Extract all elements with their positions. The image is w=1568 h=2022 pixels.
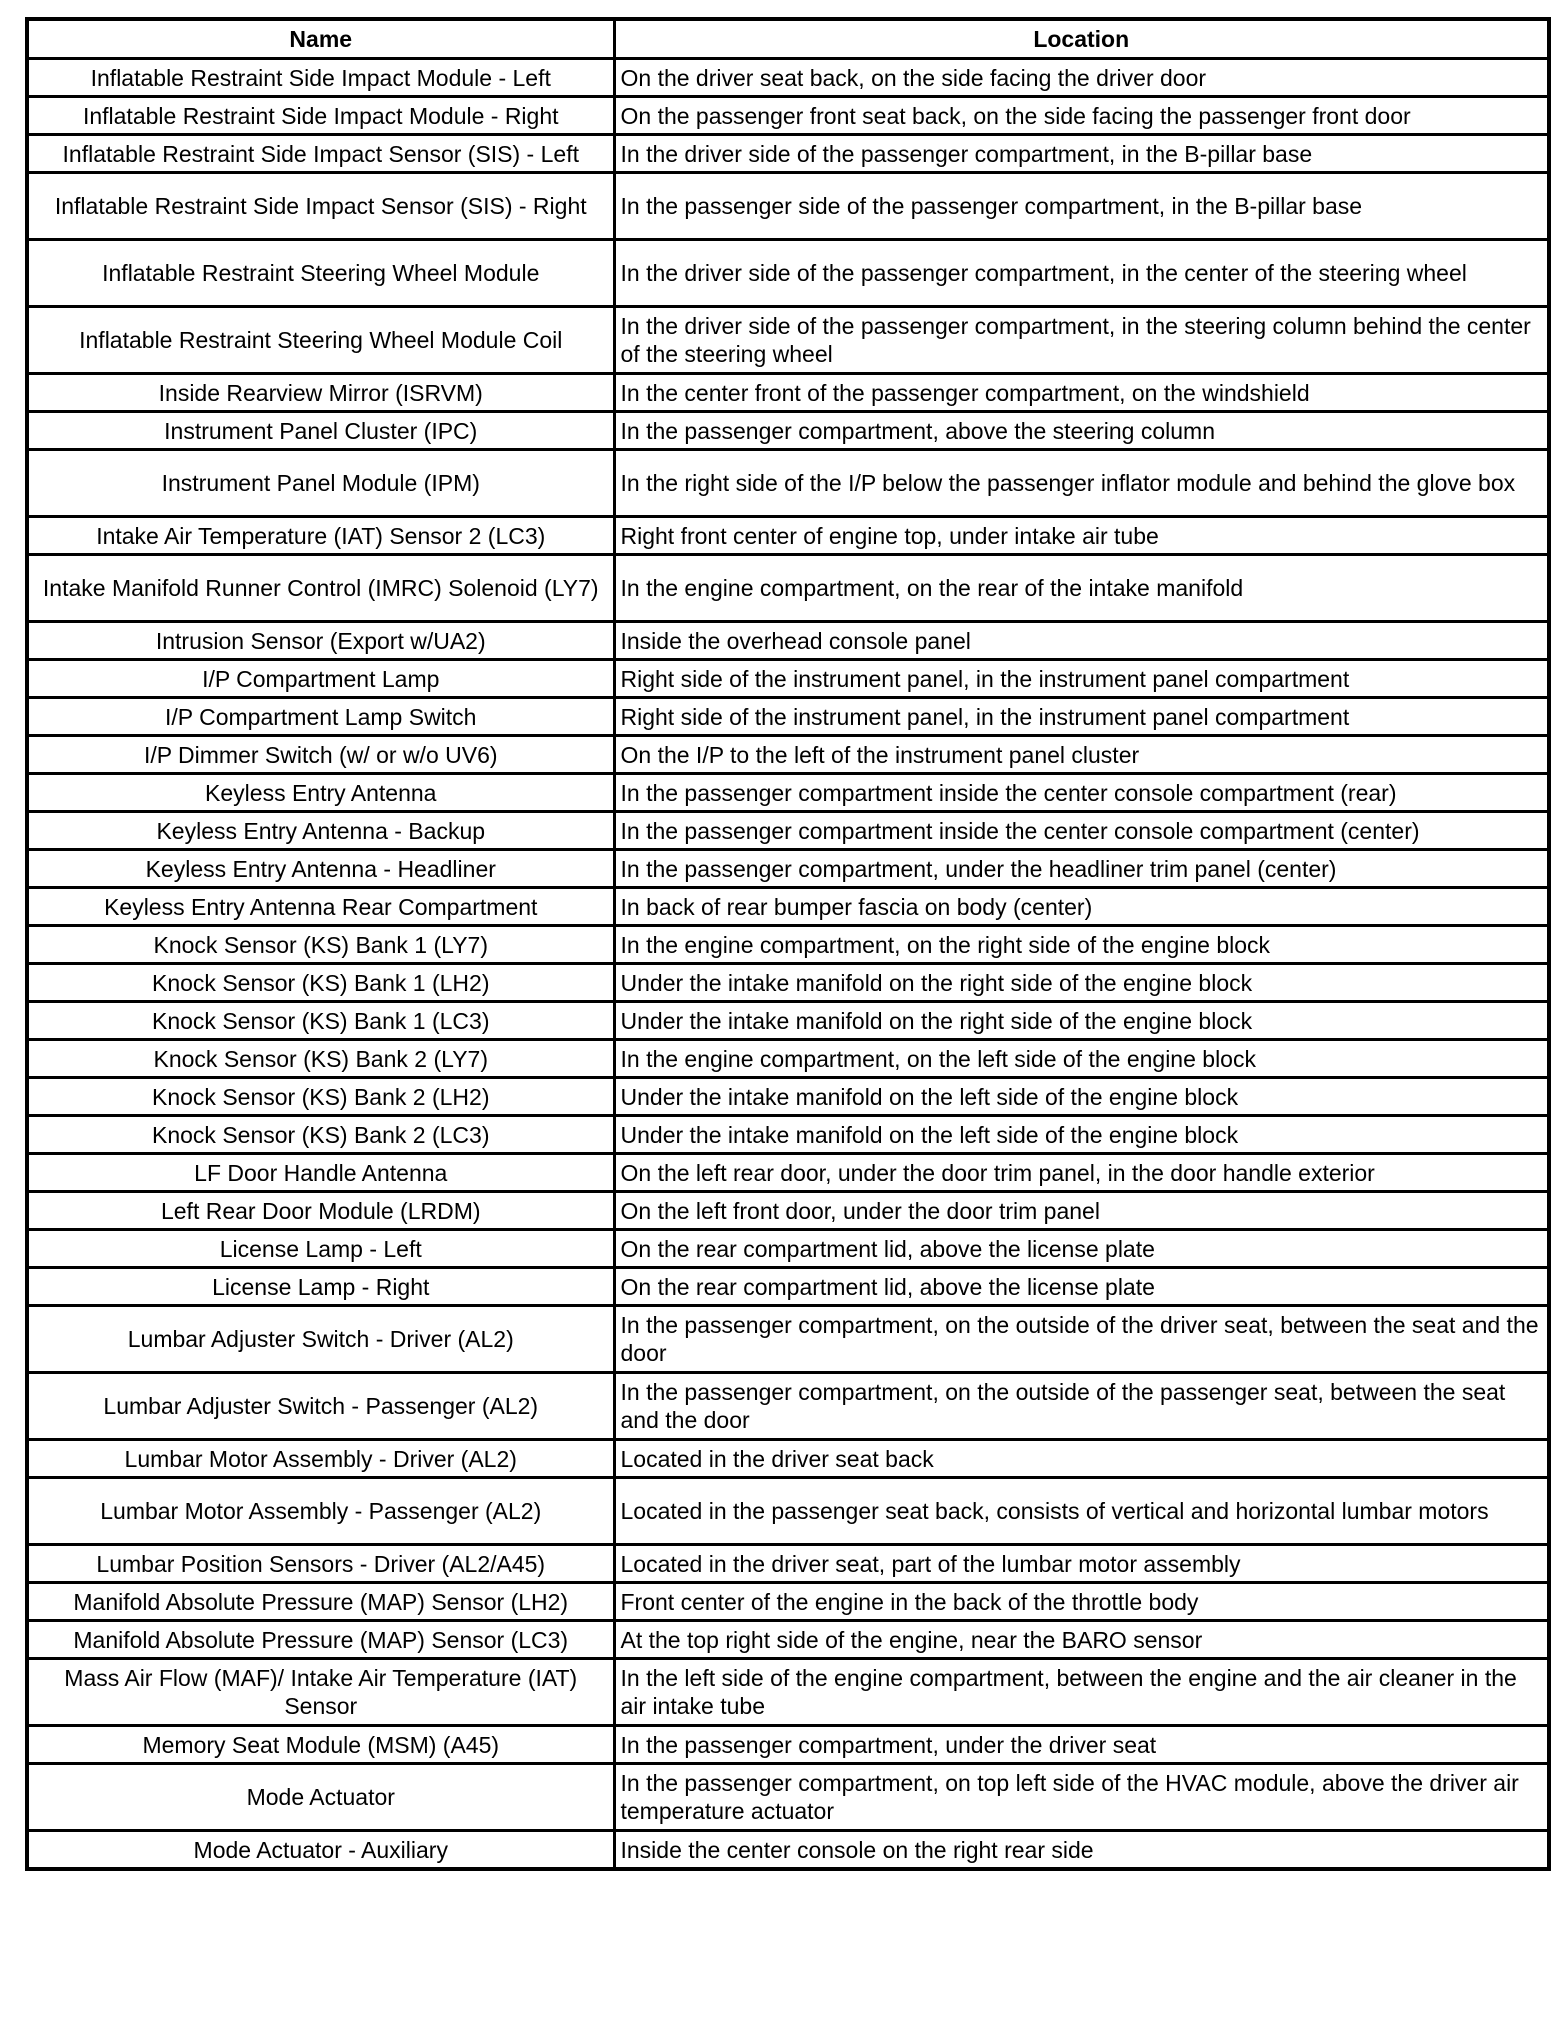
component-name-cell: I/P Compartment Lamp xyxy=(27,660,614,698)
component-name-cell: Lumbar Adjuster Switch - Passenger (AL2) xyxy=(27,1373,614,1440)
component-name-cell: Inflatable Restraint Steering Wheel Module xyxy=(27,240,614,307)
component-name-cell: Lumbar Adjuster Switch - Driver (AL2) xyxy=(27,1306,614,1373)
component-name-cell: Lumbar Motor Assembly - Passenger (AL2) xyxy=(27,1478,614,1545)
component-location-cell: In the passenger side of the passenger compartment, in the B-pillar base xyxy=(614,173,1549,240)
component-name-cell: Mode Actuator - Auxiliary xyxy=(27,1831,614,1870)
component-location-cell: In the driver side of the passenger compartment, in the center of the steering wheel xyxy=(614,240,1549,307)
component-name-cell: I/P Dimmer Switch (w/ or w/o UV6) xyxy=(27,736,614,774)
table-row xyxy=(27,1002,1549,1040)
component-location-cell: In the passenger compartment, under the headliner trim panel (center) xyxy=(614,850,1549,888)
component-location-cell: In the engine compartment, on the right side of the engine block xyxy=(614,926,1549,964)
table-row xyxy=(27,1478,1549,1545)
component-name-cell: Knock Sensor (KS) Bank 2 (LC3) xyxy=(27,1116,614,1154)
component-location-cell: Inside the center console on the right rear side xyxy=(614,1831,1549,1870)
component-name-cell: Inflatable Restraint Side Impact Module - Left xyxy=(27,59,614,97)
table-row xyxy=(27,1040,1549,1078)
table-row xyxy=(27,888,1549,926)
component-name-cell: Inflatable Restraint Steering Wheel Module Coil xyxy=(27,307,614,374)
table-row xyxy=(27,1831,1549,1870)
table-row xyxy=(27,1659,1549,1726)
component-location-cell: Under the intake manifold on the left side of the engine block xyxy=(614,1116,1549,1154)
table-row xyxy=(27,1726,1549,1764)
table-row xyxy=(27,97,1549,135)
table-body xyxy=(27,59,1549,1870)
table-row xyxy=(27,660,1549,698)
component-location-cell: Under the intake manifold on the left side of the engine block xyxy=(614,1078,1549,1116)
component-location-cell: In the passenger compartment, under the driver seat xyxy=(614,1726,1549,1764)
component-name-cell: Inflatable Restraint Side Impact Sensor (SIS) - Left xyxy=(27,135,614,173)
component-name-cell: Left Rear Door Module (LRDM) xyxy=(27,1192,614,1230)
component-name-cell: License Lamp - Left xyxy=(27,1230,614,1268)
component-location-cell: Front center of the engine in the back of the throttle body xyxy=(614,1583,1549,1621)
component-location-cell: On the passenger front seat back, on the side facing the passenger front door xyxy=(614,97,1549,135)
component-name-cell: License Lamp - Right xyxy=(27,1268,614,1306)
component-location-cell: On the left front door, under the door trim panel xyxy=(614,1192,1549,1230)
component-location-cell: In the passenger compartment, on the outside of the passenger seat, between the seat and the door xyxy=(614,1373,1549,1440)
header-row xyxy=(27,19,1549,59)
table-row xyxy=(27,812,1549,850)
component-name-cell: Knock Sensor (KS) Bank 1 (LH2) xyxy=(27,964,614,1002)
component-location-cell: In the driver side of the passenger compartment, in the steering column behind the center of the steering wheel xyxy=(614,307,1549,374)
component-name-cell: Mode Actuator xyxy=(27,1764,614,1831)
component-location-cell: On the driver seat back, on the side facing the driver door xyxy=(614,59,1549,97)
table-row xyxy=(27,964,1549,1002)
table-row xyxy=(27,850,1549,888)
table-row xyxy=(27,307,1549,374)
component-location-cell: In the engine compartment, on the left side of the engine block xyxy=(614,1040,1549,1078)
component-location-cell: In the passenger compartment inside the center console compartment (center) xyxy=(614,812,1549,850)
table-row xyxy=(27,412,1549,450)
table-row xyxy=(27,59,1549,97)
component-location-cell: Under the intake manifold on the right side of the engine block xyxy=(614,1002,1549,1040)
table-row xyxy=(27,240,1549,307)
component-name-cell: Knock Sensor (KS) Bank 1 (LY7) xyxy=(27,926,614,964)
component-location-table xyxy=(25,17,1551,1871)
component-name-cell: Keyless Entry Antenna Rear Compartment xyxy=(27,888,614,926)
component-location-cell: Under the intake manifold on the right side of the engine block xyxy=(614,964,1549,1002)
table-row xyxy=(27,1583,1549,1621)
component-name-cell: Intake Air Temperature (IAT) Sensor 2 (LC3) xyxy=(27,517,614,555)
component-name-cell: Intake Manifold Runner Control (IMRC) Solenoid (LY7) xyxy=(27,555,614,622)
component-name-cell: Inflatable Restraint Side Impact Module - Right xyxy=(27,97,614,135)
component-name-cell: Lumbar Motor Assembly - Driver (AL2) xyxy=(27,1440,614,1478)
table-row xyxy=(27,1154,1549,1192)
component-name-cell: Mass Air Flow (MAF)/ Intake Air Temperature (IAT) Sensor xyxy=(27,1659,614,1726)
table-row xyxy=(27,450,1549,517)
component-location-cell: On the I/P to the left of the instrument panel cluster xyxy=(614,736,1549,774)
table-row xyxy=(27,173,1549,240)
table-row xyxy=(27,698,1549,736)
table-row xyxy=(27,774,1549,812)
column-header-name: Name xyxy=(27,19,614,59)
table-row xyxy=(27,1192,1549,1230)
table-row xyxy=(27,1764,1549,1831)
component-location-cell: Located in the driver seat, part of the lumbar motor assembly xyxy=(614,1545,1549,1583)
column-header-location: Location xyxy=(614,19,1549,59)
table-row xyxy=(27,1373,1549,1440)
component-location-cell: In the passenger compartment, on the outside of the driver seat, between the seat and the door xyxy=(614,1306,1549,1373)
component-name-cell: Inside Rearview Mirror (ISRVM) xyxy=(27,374,614,412)
component-name-cell: Keyless Entry Antenna xyxy=(27,774,614,812)
table-row xyxy=(27,622,1549,660)
table-row xyxy=(27,555,1549,622)
component-location-cell: At the top right side of the engine, near the BARO sensor xyxy=(614,1621,1549,1659)
component-name-cell: Manifold Absolute Pressure (MAP) Sensor (LC3) xyxy=(27,1621,614,1659)
component-name-cell: Knock Sensor (KS) Bank 2 (LH2) xyxy=(27,1078,614,1116)
component-location-cell: Located in the passenger seat back, consists of vertical and horizontal lumbar motors xyxy=(614,1478,1549,1545)
component-location-cell: In the passenger compartment, on top left side of the HVAC module, above the driver air temperature actuator xyxy=(614,1764,1549,1831)
component-location-cell: Inside the overhead console panel xyxy=(614,622,1549,660)
component-location-cell: In the right side of the I/P below the passenger inflator module and behind the glove box xyxy=(614,450,1549,517)
component-location-cell: In the passenger compartment, above the steering column xyxy=(614,412,1549,450)
component-location-cell: Right front center of engine top, under intake air tube xyxy=(614,517,1549,555)
component-name-cell: Intrusion Sensor (Export w/UA2) xyxy=(27,622,614,660)
table-row xyxy=(27,1078,1549,1116)
table-row xyxy=(27,926,1549,964)
table-row xyxy=(27,1230,1549,1268)
component-name-cell: Keyless Entry Antenna - Backup xyxy=(27,812,614,850)
table-row xyxy=(27,517,1549,555)
component-location-cell: On the rear compartment lid, above the license plate xyxy=(614,1230,1549,1268)
component-name-cell: LF Door Handle Antenna xyxy=(27,1154,614,1192)
component-name-cell: Knock Sensor (KS) Bank 1 (LC3) xyxy=(27,1002,614,1040)
component-name-cell: I/P Compartment Lamp Switch xyxy=(27,698,614,736)
component-location-cell: In the left side of the engine compartment, between the engine and the air cleaner in the air intake tube xyxy=(614,1659,1549,1726)
table-row xyxy=(27,1116,1549,1154)
table-row xyxy=(27,1306,1549,1373)
component-location-cell: Right side of the instrument panel, in the instrument panel compartment xyxy=(614,698,1549,736)
component-name-cell: Inflatable Restraint Side Impact Sensor (SIS) - Right xyxy=(27,173,614,240)
component-location-cell: In the engine compartment, on the rear of the intake manifold xyxy=(614,555,1549,622)
component-location-cell: On the rear compartment lid, above the license plate xyxy=(614,1268,1549,1306)
component-name-cell: Knock Sensor (KS) Bank 2 (LY7) xyxy=(27,1040,614,1078)
component-name-cell: Memory Seat Module (MSM) (A45) xyxy=(27,1726,614,1764)
table-row xyxy=(27,1545,1549,1583)
component-name-cell: Keyless Entry Antenna - Headliner xyxy=(27,850,614,888)
table-row xyxy=(27,1268,1549,1306)
component-name-cell: Lumbar Position Sensors - Driver (AL2/A45) xyxy=(27,1545,614,1583)
table-row xyxy=(27,1440,1549,1478)
component-location-cell: In the driver side of the passenger compartment, in the B-pillar base xyxy=(614,135,1549,173)
component-location-cell: In the passenger compartment inside the center console compartment (rear) xyxy=(614,774,1549,812)
component-name-cell: Instrument Panel Cluster (IPC) xyxy=(27,412,614,450)
component-name-cell: Manifold Absolute Pressure (MAP) Sensor (LH2) xyxy=(27,1583,614,1621)
component-location-cell: In the center front of the passenger compartment, on the windshield xyxy=(614,374,1549,412)
table-row xyxy=(27,736,1549,774)
component-name-cell: Instrument Panel Module (IPM) xyxy=(27,450,614,517)
component-location-cell: Right side of the instrument panel, in the instrument panel compartment xyxy=(614,660,1549,698)
component-location-cell: In back of rear bumper fascia on body (center) xyxy=(614,888,1549,926)
component-location-cell: On the left rear door, under the door trim panel, in the door handle exterior xyxy=(614,1154,1549,1192)
table-row xyxy=(27,135,1549,173)
table-row xyxy=(27,374,1549,412)
component-location-cell: Located in the driver seat back xyxy=(614,1440,1549,1478)
table-row xyxy=(27,1621,1549,1659)
